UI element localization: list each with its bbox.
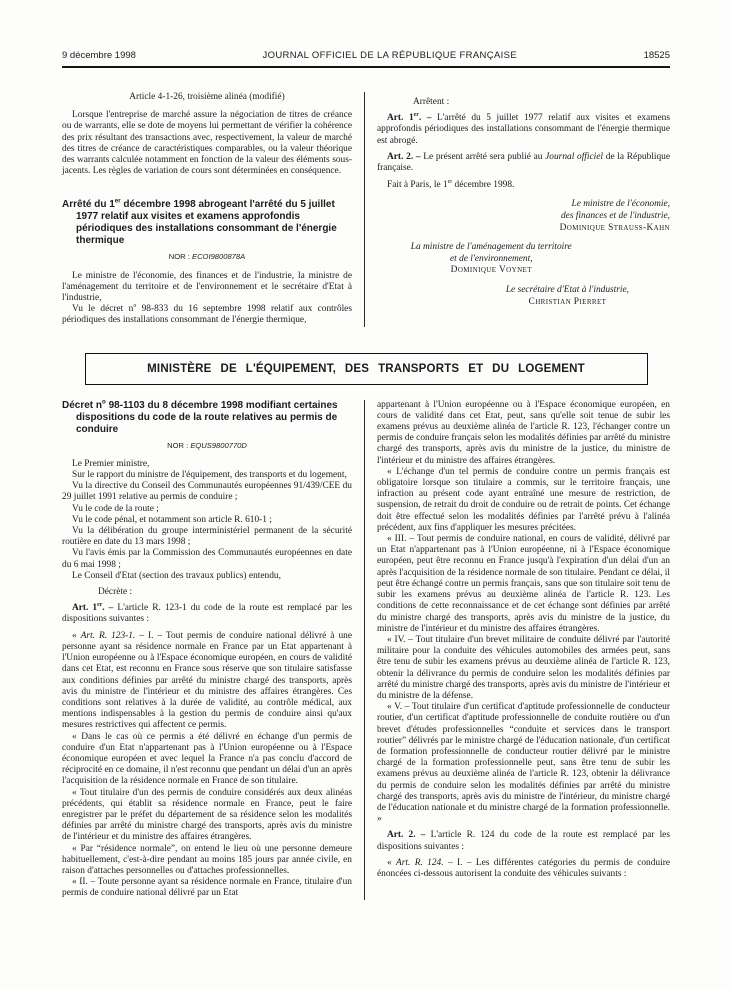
text-run: L'arrêté du 5 juillet 1977 relatif aux visites et examens approfondis périodiques des installations consommant de l'énergie thermique est abrogé. xyxy=(377,113,670,146)
paragraph xyxy=(377,702,670,825)
paragraph xyxy=(62,877,352,899)
text-run: Art. 2. – xyxy=(387,151,424,162)
text-run: Dominique Strauss-Kahn xyxy=(559,222,670,233)
signature-line xyxy=(377,211,670,223)
text-run: EQUS9800770D xyxy=(190,440,247,450)
signature-economie xyxy=(377,199,670,234)
article-1 xyxy=(62,603,352,625)
text-run: Vu la directive du Conseil des Communautés européennes 91/439/CEE du 29 juillet 1991 relative au permis de conduire ; xyxy=(62,481,352,503)
text-run: Vu le code de la route ; xyxy=(72,503,159,514)
arretent-line xyxy=(377,97,670,108)
text-run: er xyxy=(97,602,103,609)
continuation-paragraph xyxy=(377,400,670,467)
text-run: er xyxy=(447,179,453,186)
paragraph xyxy=(62,110,352,177)
article-1 xyxy=(377,113,670,147)
paragraph xyxy=(377,467,670,534)
text-run: . – xyxy=(418,113,437,124)
text-run: Art. 2. – xyxy=(387,830,431,841)
text-run: Le ministre de l'économie, des finances et de l'industrie, la ministre de l'aménagement du territoire et de l'environnement et le secrétaire d'Etat à l'industrie, xyxy=(62,270,352,304)
header-date: 9 décembre 1998 xyxy=(62,50,136,61)
article-2 xyxy=(377,830,670,852)
page-header xyxy=(62,50,670,61)
text-run: Art. 1 xyxy=(387,113,414,124)
text-run: « II. – Toute personne ayant sa résidence normale en France, titulaire d'un permis de conduire national délivré par un Etat xyxy=(62,877,352,899)
text-run: NOR : xyxy=(168,252,192,262)
text-run: . – xyxy=(102,603,118,614)
text-run: – I. – Tout permis de conduire national délivré à une personne ayant sa résidence normale en France par un Etat appartenant à l'Union européenne ou à l'Espace économique européen, en cours de validité dans cet Etat, est reconnu en France sous réserve que son titulaire satisfasse aux conditions définies par arrêté du ministre chargé des transports, après avis du ministre de l'intérieur et du ministre des affaires étrangères. Ces conditions sont relatives à la durée de validité, au contrôle médical, aux mentions indispensables à la gestion du permis de conduire ainsi qu'aux mesures restrictives qui affectent ce permis. xyxy=(62,630,352,731)
ministry-heading: MINISTÈRE DE L'ÉQUIPEMENT, DES TRANSPORTS ET DU LOGEMENT xyxy=(147,362,585,375)
text-run: Art. R. 124. xyxy=(396,857,444,868)
paragraph xyxy=(62,481,352,503)
paragraph xyxy=(62,470,352,481)
fait-line xyxy=(377,180,670,191)
text-run: « xyxy=(387,857,397,868)
text-run: L'article R. 124 du code de la route est remplacé par les dispositions suivantes : xyxy=(377,830,670,852)
text-run: Art. R. 123-1. xyxy=(80,630,136,641)
text-run: des finances et de l'industrie, xyxy=(560,211,670,222)
text-run: Arrêté du 1 xyxy=(62,199,115,211)
text-run: Vu la délibération du groupe interministériel permanent de la sécurité routière en date du 13 mars 1998 ; xyxy=(62,526,352,548)
paragraph xyxy=(377,534,670,635)
signature-line xyxy=(377,265,606,277)
paragraph xyxy=(377,635,670,702)
paragraph xyxy=(62,732,352,788)
text-run: « Dans le cas où ce permis a été délivré en échange d'un permis de conduire d'un Etat n'appartenant pas à l'Union européenne ou à l'Espace économique européen et avec lequel la France n'a pas conclu d'accord de réciprocité en ce domaine, il n'est reconnu que pendant un délai d'un an après l'acquisition de la résidence normale en France de son titulaire. xyxy=(62,731,352,787)
text-run: Vu l'avis émis par la Commission des Communautés européennes en date du 6 mai 1998 ; xyxy=(62,548,352,570)
signature-amenagement xyxy=(377,242,606,277)
text-run: « IV. – Tout titulaire d'un brevet militaire de conduite délivré par l'autorité militaire pour la conduite des véhicules automobiles des armées peut, sans être tenu de subir les examens prévus au deuxième alinéa de l'article R. 123, obtenir la délivrance du permis de conduire selon les modalités définies par arrêté du ministre chargé des transports, après avis du ministre de l'intérieur et du ministre de la défense. xyxy=(377,634,670,701)
signature-line xyxy=(377,254,606,266)
text-run: Vu le décret n xyxy=(72,304,134,315)
text-run: L'article R. 123-1 du code de la route est remplacé par les dispositions suivantes : xyxy=(62,603,352,625)
bottom-section xyxy=(62,400,670,900)
signature-line xyxy=(377,223,670,235)
text-run: appartenant à l'Union européenne ou à l'Espace économique européen, en cours de validité dans cet Etat, peut, sans qu'elle soit tenue de subir les examens prévus au deuxième alinéa de l'article R. 123, l'échanger contre un permis de conduire français selon les modalités définies par arrêté du ministre chargé des transports, après avis du ministre de la justice, du ministre de l'intérieur et du ministre des affaires étrangères. xyxy=(377,399,670,466)
text-run: Vu le code pénal, et notamment son article R. 610-1 ; xyxy=(72,514,272,525)
text-run: Art. 1 xyxy=(72,603,98,614)
text-run: Le Premier ministre, xyxy=(72,458,150,469)
text-run: « III. – Tout permis de conduire national, en cours de validité, délivré par un Etat n'appartenant pas à l'Union européenne, ni à l'Espace économique européen, peut être reconnu en France jusqu'à l'expiration d'un délai d'un an après l'acquisition de la résidence normale de son titulaire. Pendant ce délai, il peut être échangé contre un permis français, sans que son titulaire soit tenu de subir les examens prévus au deuxième alinéa de l'article R. 123. Les conditions de cette reconnaissance et de cet échange sont définies par arrêté du ministre chargé des transports, après avis du ministre de la justice, du ministre de l'intérieur et du ministre des affaires étrangères. xyxy=(377,534,670,634)
text-run: 98-1103 du 8 décembre 1998 modifiant certaines dispositions du code de la route relatives au permis de conduire xyxy=(76,399,338,435)
paragraph xyxy=(62,504,352,515)
text-run: Article 4-1-26, troisième alinéa (modifié) xyxy=(129,92,285,102)
quote-article-r123 xyxy=(62,631,352,732)
text-run: Dominique Voynet xyxy=(450,265,532,276)
text-run: « xyxy=(72,630,81,641)
signature-industrie xyxy=(465,285,670,308)
text-run: Christian Pierret xyxy=(528,296,607,307)
text-run: Le ministre de l'économie, xyxy=(571,199,670,210)
text-run: Décrète : xyxy=(98,587,133,598)
text-run: Arrêtent : xyxy=(413,97,450,107)
paragraph xyxy=(62,271,352,305)
decrete-line xyxy=(62,587,352,598)
paragraph xyxy=(62,548,352,570)
paragraph xyxy=(62,844,352,878)
header-page-number: 18525 xyxy=(643,50,670,61)
text-run: Fait à Paris, le 1 xyxy=(387,180,448,191)
text-run: ECOI9800878A xyxy=(192,252,246,262)
nor-line xyxy=(62,440,352,451)
text-run: La ministre de l'aménagement du territoire xyxy=(410,242,572,253)
text-run: décembre 1998 abrogeant l'arrêté du 5 juillet 1977 relatif aux visites et examens approfondis périodiques des installations consommant de l'énergie thermique xyxy=(76,199,337,247)
text-run: de la République française. xyxy=(377,151,670,174)
text-run: o xyxy=(133,303,137,310)
text-run: Décret n xyxy=(62,399,103,411)
signature-line xyxy=(465,285,670,297)
signature-line xyxy=(465,297,670,309)
quote-article-r124 xyxy=(377,858,670,880)
text-run: « V. – Tout titulaire d'un certificat d'aptitude professionnelle de conducteur routier, d'un certificat d'aptitude professionnelle de conduite routière ou d'un brevet d'études professionnelles “conduite et services dans le transport routier” délivrés par le ministre chargé de l'éducation nationale, d'un certificat de formation professionnelle de conducteur routier délivré par le ministre chargé de la formation professionnelle peut, sans être tenu de subir les examens prévus au deuxième alinéa de l'article R. 123, obtenir la délivrance du permis de conduire selon les modalités définies par arrêté du ministre chargé des transports, après avis du ministre de l'intérieur, du ministre chargé de l'éducation nationale et du ministre chargé de la formation professionnelle. » xyxy=(377,702,670,825)
header-title: JOURNAL OFFICIEL DE LA RÉPUBLIQUE FRANÇAISE xyxy=(262,50,518,61)
paragraph xyxy=(62,459,352,470)
header-rule xyxy=(62,66,670,68)
top-section xyxy=(62,92,670,327)
text-run: Le secrétaire d'Etat à l'industrie, xyxy=(505,284,630,295)
top-left-column xyxy=(62,92,352,327)
text-run: Le Conseil d'Etat (section des travaux publics) entendu, xyxy=(72,570,281,581)
text-run: Sur le rapport du ministre de l'équipement, des transports et du logement, xyxy=(72,470,347,481)
paragraph xyxy=(62,515,352,526)
text-run: décembre 1998. xyxy=(452,180,515,191)
bottom-right-column xyxy=(364,400,670,900)
text-run: « Tout titulaire d'un des permis de conduire considérés aux deux alinéas précédents, qui établit sa résidence normale en France, peut le faire enregistrer par le préfet du département de sa résidence selon les modalités définies par arrêté du ministre chargé des transports, après avis du ministre de l'intérieur et du ministre des affaires étrangères. xyxy=(62,787,352,843)
paragraph xyxy=(62,571,352,582)
article-ref xyxy=(62,92,352,103)
paragraph xyxy=(62,304,352,326)
nor-line xyxy=(62,251,352,262)
text-run: Journal officiel xyxy=(545,151,604,162)
top-right-column xyxy=(364,92,670,327)
signature-line xyxy=(377,199,670,211)
ministry-heading-box xyxy=(85,353,648,385)
text-run: o xyxy=(102,398,106,406)
bottom-left-column xyxy=(62,400,352,900)
paragraph xyxy=(62,526,352,548)
signature-line xyxy=(377,242,606,254)
text-run: er xyxy=(413,112,419,119)
article-2 xyxy=(377,152,670,174)
arrete-heading xyxy=(62,199,352,247)
text-run: 98-833 du 16 septembre 1998 relatif aux contrôles périodiques des installations consommant de l'énergie thermique, xyxy=(62,304,352,326)
text-run: « L'échange d'un tel permis de conduire contre un permis français est obligatoire lorsque son titulaire a commis, sur le territoire français, une infraction au présent code ayant entraîné une mesure de restriction, de suspension, de retrait du droit de conduire ou de retrait de points. Cet échange doit être effectué selon les modalités définies par l'arrêté prévu à l'alinéa précédent, aux fins d'appliquer les mesures précitées. xyxy=(377,466,670,533)
text-run: NOR : xyxy=(167,440,191,450)
paragraph xyxy=(62,788,352,844)
text-run: Lorsque l'entreprise de marché assure la négociation de titres de créance ou de warrants, elle se dote de moyens lui permettant de vérifier la cohérence des prix résultant des transactions avec, respectivement, la valeur de marché des titres de créance de caractéristiques comparables, ou la valeur théorique des warrants calculée notamment en fonction de la valeur des éléments sous-jacents. Les règles de variation de cours sont déterminées en conséquence. xyxy=(62,110,352,177)
text-run: – I. – Les différentes catégories du permis de conduire énoncées ci-dessous autorisent la conduite des véhicules suivants : xyxy=(377,857,670,879)
text-run: er xyxy=(114,198,121,206)
decret-heading xyxy=(62,400,352,436)
text-run: Le présent arrêté sera publié au xyxy=(423,151,546,162)
text-run: et de l'environnement, xyxy=(449,253,533,264)
text-run: « Par “résidence normale”, on entend le lieu où une personne demeure habituellement, c'est-à-dire pendant au moins 185 jours par année civile, en raison d'attaches personnelles ou d'attaches professionnelles. xyxy=(62,843,352,876)
